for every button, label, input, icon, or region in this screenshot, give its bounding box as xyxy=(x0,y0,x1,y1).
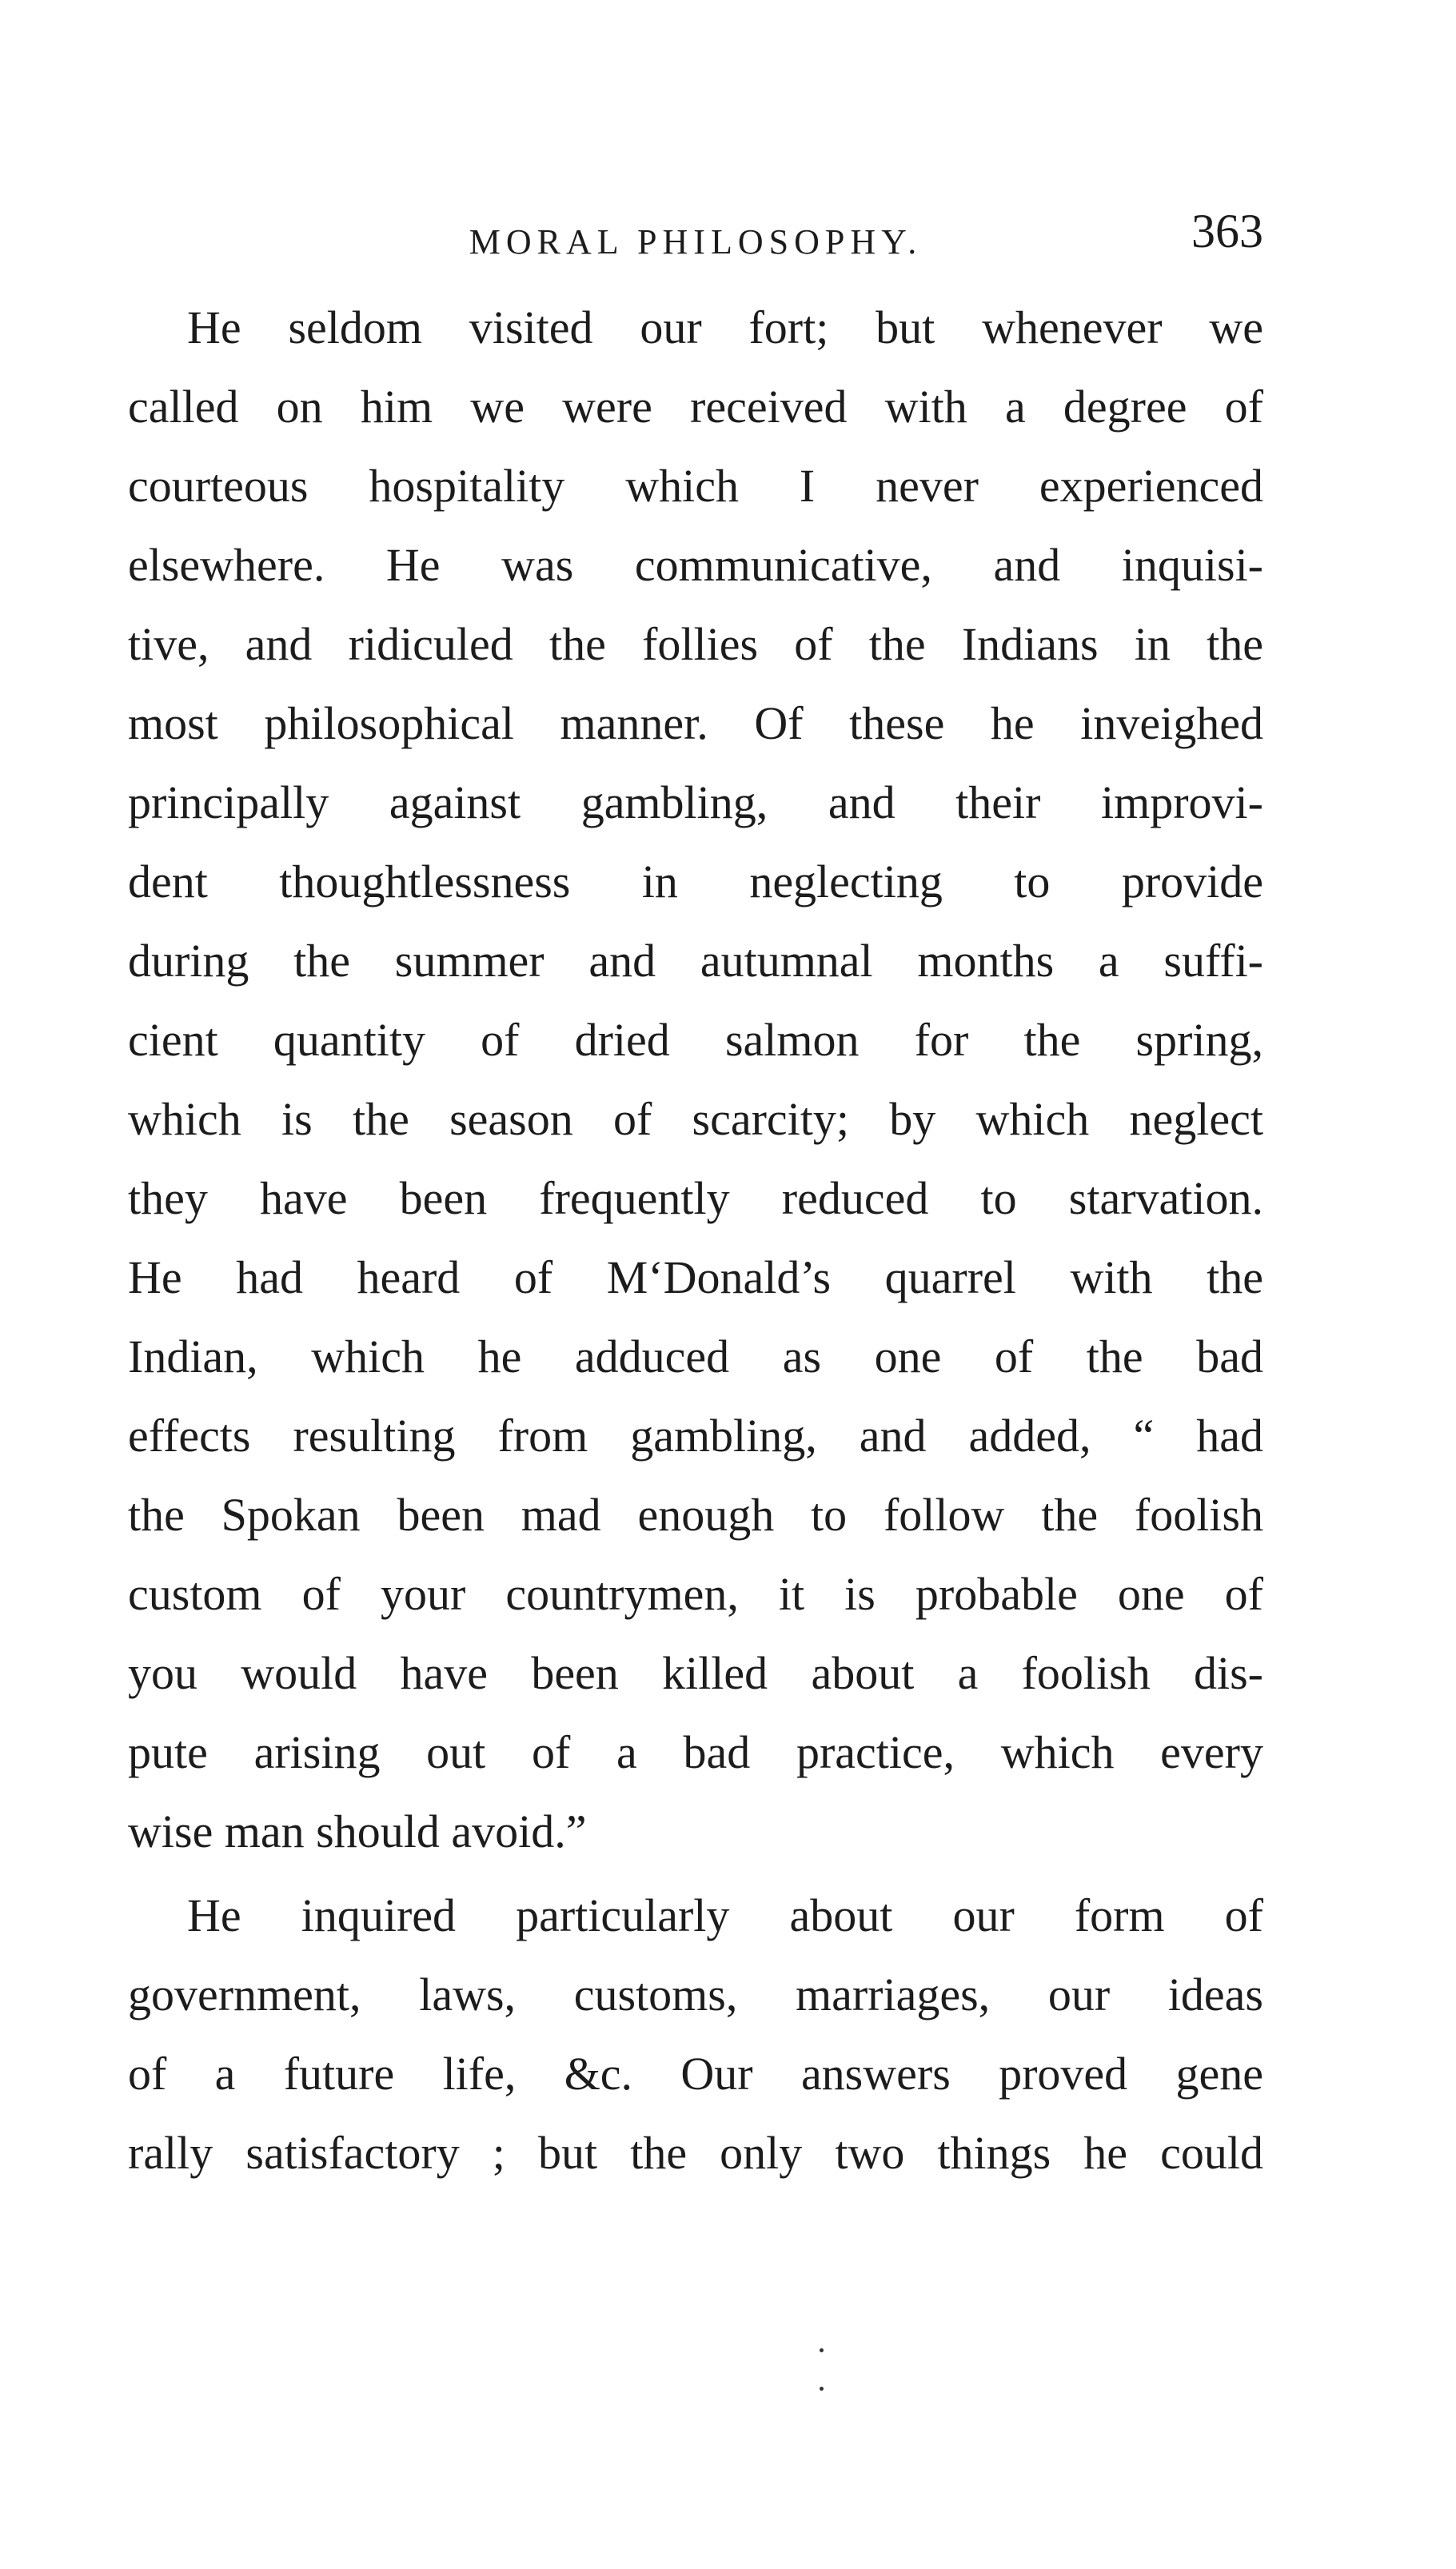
text-line: pute arising out of a bad practice, which every xyxy=(128,1726,1263,1778)
paragraph-1 xyxy=(128,288,1263,1871)
text-line: courteous hospitality which I never experienced xyxy=(128,460,1263,512)
running-title: MORAL PHILOSOPHY. xyxy=(469,222,923,261)
text-line: He had heard of M‘Donald’s quarrel with the xyxy=(128,1251,1263,1303)
text-line: Indian, which he adduced as one of the bad xyxy=(128,1330,1263,1382)
text-line: rally satisfactory ; but the only two things he could xyxy=(128,2127,1263,2179)
text-line: during the summer and autumnal months a suffi- xyxy=(128,935,1263,987)
text-line: you would have been killed about a foolish dis- xyxy=(128,1647,1263,1699)
text-line: effects resulting from gambling, and added, “ had xyxy=(128,1410,1263,1462)
text-line: which is the season of scarcity; by which neglect xyxy=(128,1093,1263,1145)
text-line: most philosophical manner. Of these he inveighed xyxy=(128,697,1263,749)
text-line: He seldom visited our fort; but whenever we xyxy=(187,301,1263,353)
running-head xyxy=(128,204,1263,268)
text-line: of a future life, &c. Our answers proved gene xyxy=(128,2048,1263,2100)
body-text xyxy=(128,288,1263,2192)
text-line: they have been frequently reduced to starvation. xyxy=(128,1172,1263,1224)
text-line: custom of your countrymen, it is probable one of xyxy=(128,1568,1263,1620)
text-line: tive, and ridiculed the follies of the Indians in the xyxy=(128,618,1263,670)
text-line: the Spokan been mad enough to follow the foolish xyxy=(128,1489,1263,1541)
text-line: elsewhere. He was communicative, and inquisi- xyxy=(128,539,1263,591)
text-line: government, laws, customs, marriages, our ideas xyxy=(128,1969,1263,2020)
text-line: called on him we were received with a degree of xyxy=(128,381,1263,433)
ink-speck xyxy=(820,2348,824,2352)
text-line: principally against gambling, and their improvi- xyxy=(128,776,1263,828)
ink-speck xyxy=(820,2387,824,2391)
text-line: cient quantity of dried salmon for the spring, xyxy=(128,1014,1263,1066)
text-line: He inquired particularly about our form of xyxy=(187,1889,1263,1941)
text-line: dent thoughtlessness in neglecting to provide xyxy=(128,856,1263,908)
text-line: wise man should avoid.” xyxy=(128,1805,587,1857)
page-number: 363 xyxy=(1191,205,1263,257)
paragraph-2 xyxy=(128,1876,1263,2192)
